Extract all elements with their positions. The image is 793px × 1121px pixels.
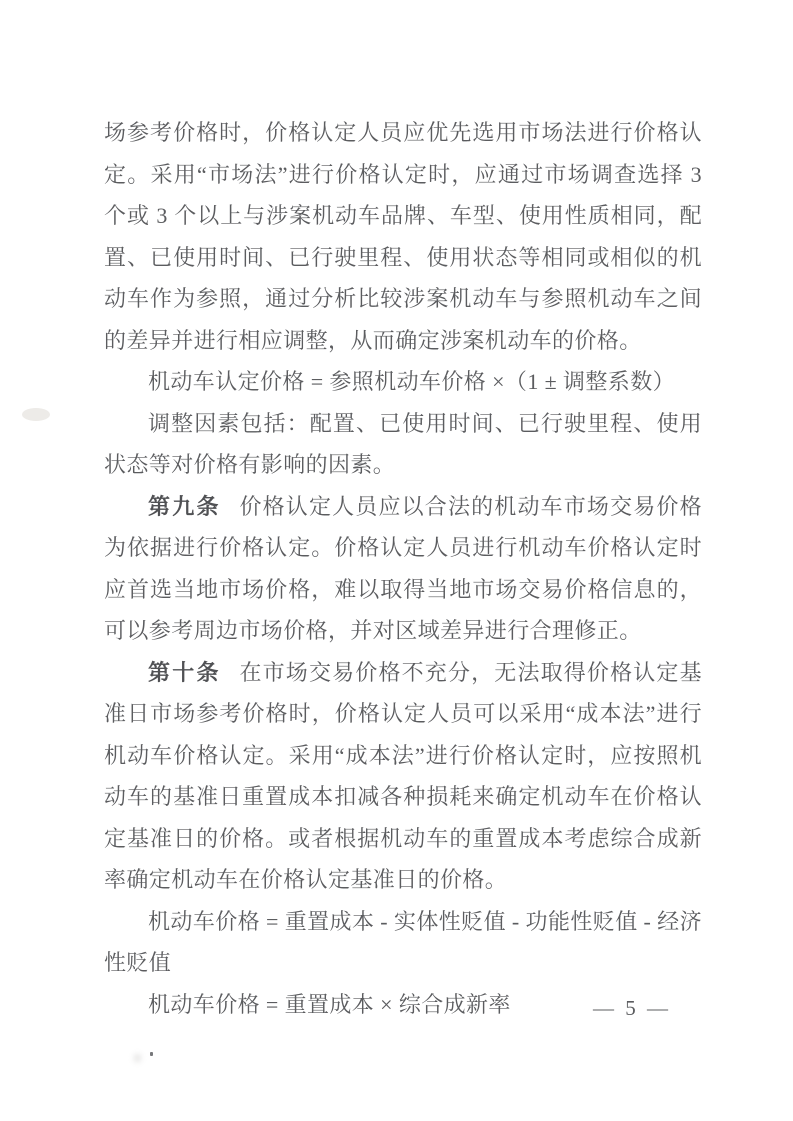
article-9-label: 第九条 [148, 493, 221, 519]
page-number: — 5 — [593, 996, 671, 1020]
formula-line-cost-method-depreciation [104, 901, 702, 984]
paragraph-article-9 [104, 486, 702, 652]
formula-line-market-method [104, 361, 702, 403]
paragraph-continuation [104, 112, 702, 361]
paragraph-text: 场参考价格时，价格认定人员应优先选用市场法进行价格认定。采用“市场法”进行价格认定时，应通过市场调查选择 3 个或 3 个以上与涉案机动车品牌、车型、使用性质相同，配置、已使用时间、已行驶里程、使用状态等相同或相似的机动车作为参照，通过分析比较涉案机动车与参照机动车之间的差异并进行相应调整，从而确定涉案机动车的价格。 [104, 120, 702, 353]
formula-text: 机动车价格 = 重置成本 - 实体性贬值 - 功能性贬值 - 经济性贬值 [104, 908, 702, 975]
scan-artifact-smudge [22, 408, 50, 421]
formula-text: 机动车价格 = 重置成本 × 综合成新率 [148, 991, 511, 1017]
article-10-label: 第十条 [148, 659, 221, 685]
paragraph-article-10 [104, 652, 702, 901]
paragraph-text: 在市场交易价格不充分，无法取得价格认定基准日市场参考价格时，价格认定人员可以采用“成本法”进行机动车价格认定。采用“成本法”进行价格认定时，应按照机动车的基准日重置成本扣减各种损耗来确定机动车在价格认定基准日的价格。或者根据机动车的重置成本考虑综合成新率确定机动车在价格认定基准日的价格。 [104, 659, 702, 892]
scan-artifact-speck [150, 1052, 153, 1056]
formula-text: 机动车认定价格 = 参照机动车价格 ×（1 ± 调整系数） [148, 369, 675, 394]
paragraph-text: 价格认定人员应以合法的机动车市场交易价格为依据进行价格认定。价格认定人员进行机动车价格认定时应首选当地市场价格，难以取得当地市场交易价格信息的，可以参考周边市场价格，并对区域差异进行合理修正。 [104, 493, 702, 643]
document-body [104, 112, 702, 1025]
paragraph-adjustment-factors [104, 403, 702, 486]
paragraph-text: 调整因素包括：配置、已使用时间、已行驶里程、使用状态等对价格有影响的因素。 [104, 410, 702, 477]
